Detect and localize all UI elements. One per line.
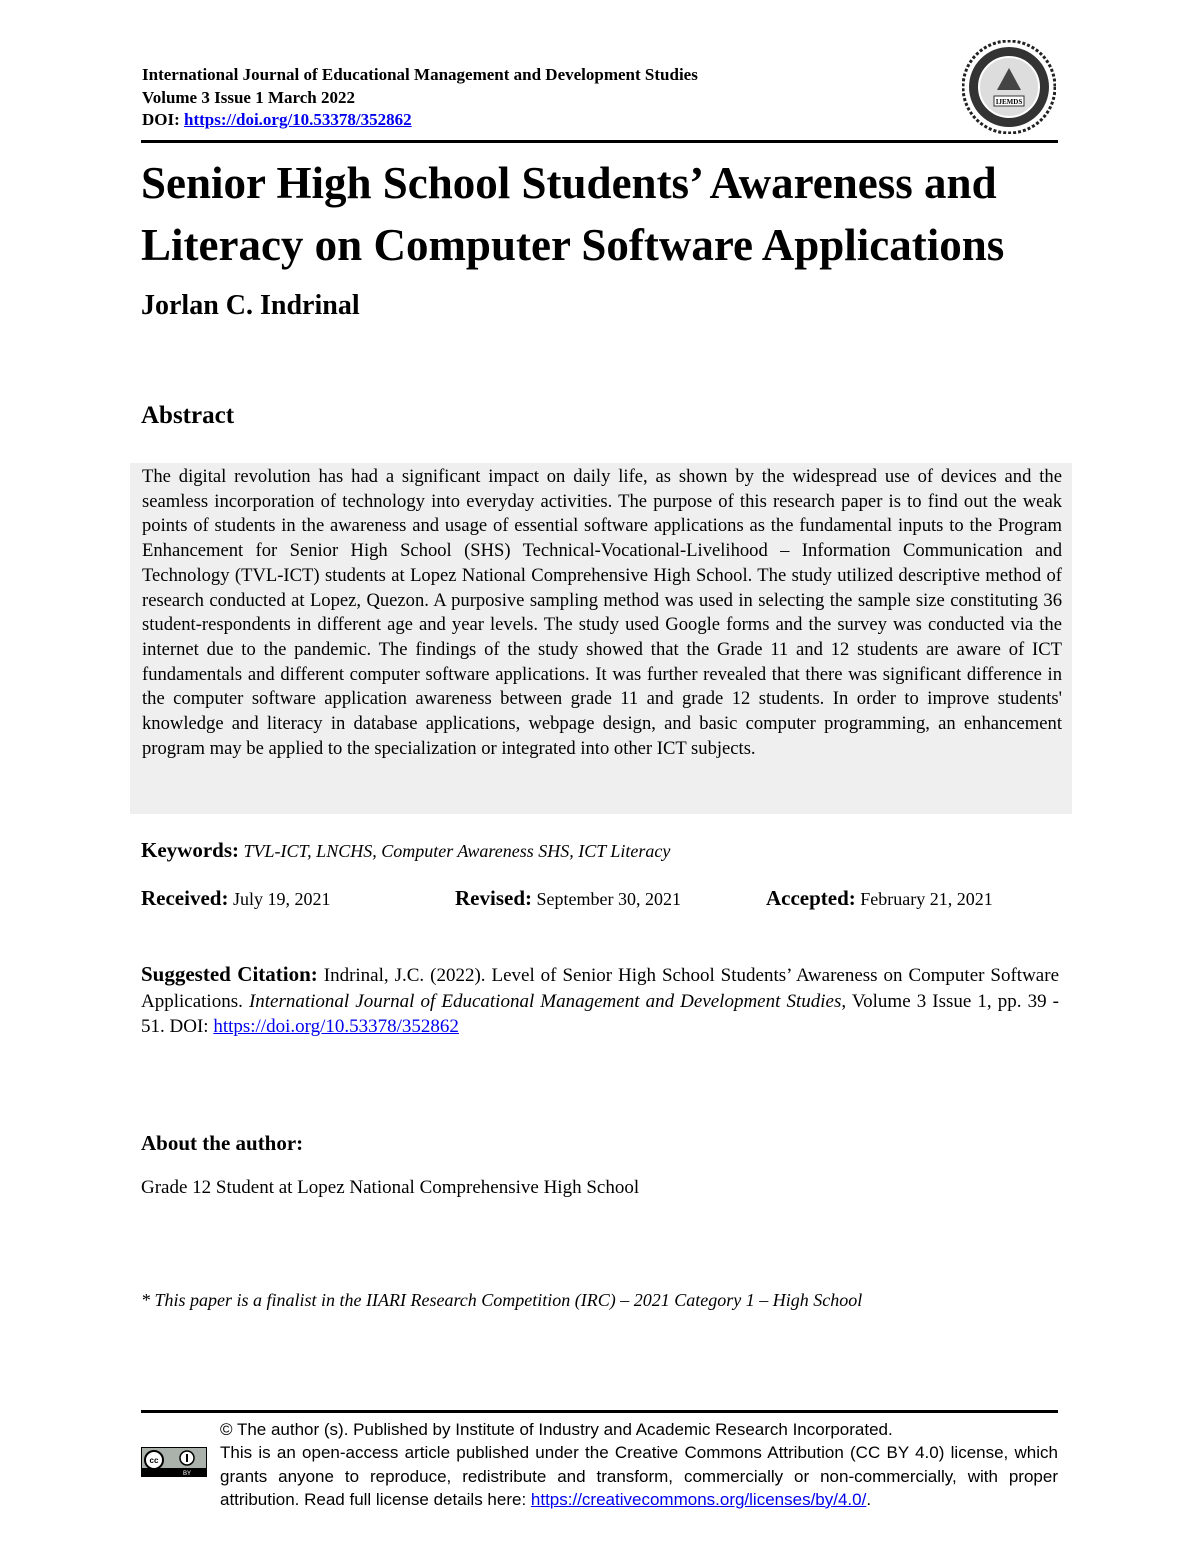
revised-date	[455, 886, 681, 911]
accepted-label: Accepted:	[766, 886, 856, 910]
revised-label: Revised:	[455, 886, 532, 910]
header-rule	[141, 140, 1058, 143]
abstract-box	[130, 463, 1072, 814]
about-author-text: Grade 12 Student at Lopez National Comprehensive High School	[141, 1177, 640, 1198]
paper-title	[141, 152, 1081, 276]
doi-line	[142, 109, 698, 132]
abstract-heading: Abstract	[141, 402, 235, 429]
citation-text: Indrinal, J.C. (2022). Level of Senior High School Students’ Awareness on Computer Software Applications.	[141, 965, 1059, 1012]
received-date	[141, 886, 330, 911]
citation-text-2: , Volume 3 Issue 1, pp. 39 - 51. DOI:	[141, 990, 1060, 1037]
citation-doi-link[interactable]: https://doi.org/10.53378/352862	[213, 1016, 459, 1037]
doi-link[interactable]: https://doi.org/10.53378/352862	[184, 110, 412, 129]
abstract-text: The digital revolution has had a significant impact on daily life, as shown by the widespread use of devices and the seamless incorporation of technology into everyday activities. The purpose of this research paper is to find out the weak points of students in the awareness and usage of essential software applications as the fundamental inputs to the Program Enhancement for Senior High School (SHS) Technical-Vocational-Livelihood – Information Communication and Technology (TVL-ICT) students at Lopez National Comprehensive High School. The study utilized descriptive method of research conducted at Lopez, Quezon. A purposive sampling method was used in selecting the sample size constituting 36 student-respondents in different age and year levels. The study used Google forms and the survey was conducted via the internet due to the pandemic. The findings of the study showed that the Grade 11 and 12 students are aware of ICT fundamentals and different computer software applications. It was further revealed that there was significant difference in the computer software application awareness between grade 11 and grade 12 students. In order to improve students' knowledge and literacy in database applications, webpage design, and basic computer programming, an enhancement program may be applied to the specialization or integrated into other ICT subjects.	[142, 466, 1062, 759]
journal-seal-logo	[962, 40, 1056, 134]
citation-label: Suggested Citation:	[141, 962, 318, 986]
citation-journal: International Journal of Educational Management and Development Studies	[248, 990, 842, 1012]
received-label: Received:	[141, 886, 229, 910]
journal-header	[142, 64, 698, 132]
author-name: Jorlan C. Indrinal	[141, 290, 360, 321]
suggested-citation	[141, 962, 1059, 1040]
svg-text:cc: cc	[149, 1456, 159, 1465]
accepted-date	[766, 886, 993, 911]
svg-text:IJEMDS: IJEMDS	[995, 98, 1023, 106]
revised-value: September 30, 2021	[532, 889, 681, 909]
competition-note: * This paper is a finalist in the IIARI Research Competition (IRC) – 2021 Category 1 – High School	[141, 1290, 863, 1310]
title-line-2: Literacy on Computer Software Applications	[141, 220, 1005, 270]
footer-rule	[141, 1410, 1058, 1413]
about-author-heading: About the author:	[141, 1131, 304, 1155]
received-value: July 19, 2021	[228, 889, 331, 909]
journal-name: International Journal of Educational Management and Development Studies	[142, 65, 698, 84]
accepted-value: February 21, 2021	[855, 889, 993, 909]
cc-by-license-icon	[141, 1447, 207, 1477]
svg-text:BY: BY	[182, 1471, 192, 1476]
keywords	[141, 838, 670, 863]
keywords-label: Keywords:	[141, 838, 239, 862]
doi-label: DOI:	[142, 110, 185, 129]
license-body: This is an open-access article published under the Creative Commons Attribution (CC BY 4.0) license, which grants anyone to reproduce, redistribute and transform, commercially or non-commercially, with proper attribution. Read full license details here:	[220, 1443, 1058, 1509]
keywords-value: TVL-ICT, LNCHS, Computer Awareness SHS, ICT Literacy	[239, 841, 671, 861]
copyright-line: © The author (s). Published by Institute of Industry and Academic Research Incorporated.	[220, 1420, 893, 1439]
title-line-1: Senior High School Students’ Awareness and	[141, 158, 997, 208]
license-text: © The author (s). Published by Institute of Industry and Academic Research Incorporated. This is an open-access article published under the Creative Commons Attribution (CC BY 4.0) license, which grants anyone to reproduce, redistribute and transform, commercially or non-commercially, with proper attribution. Read full license details here: https://creativecommons.org/licenses/by/4.0/.	[220, 1420, 1058, 1509]
license-link[interactable]: https://creativecommons.org/licenses/by/4.0/	[530, 1489, 867, 1509]
journal-issue: Volume 3 Issue 1 March 2022	[142, 87, 355, 107]
